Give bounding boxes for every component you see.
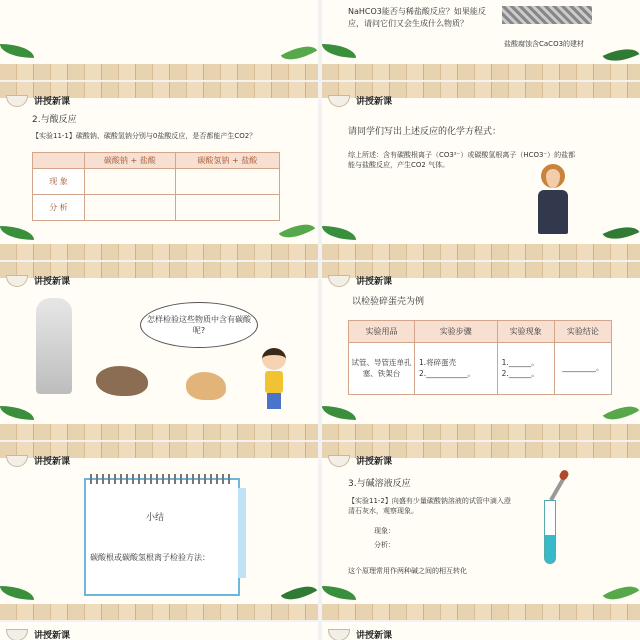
- leaf-decoration: [279, 216, 315, 245]
- table-header-cell: 碳酸氢钠 + 盐酸: [175, 153, 279, 169]
- teacher-illustration: [536, 164, 570, 236]
- section-heading: 2.与酸反应: [32, 115, 77, 125]
- bowl-icon: [6, 275, 28, 287]
- table-header-cell: 实验现象: [497, 321, 554, 343]
- experiment-text: 【实验11-1】碳酸钠、碳酸氢钠分别与0盐酸反应，是否都能产生CO2？: [32, 132, 257, 140]
- header-label: 讲授新课: [34, 97, 71, 107]
- slide-thumb-next-left[interactable]: [0, 622, 318, 640]
- bowl-icon: [328, 629, 350, 640]
- summary-body: 碳酸根或碳酸氢根离子检验方法：: [90, 553, 210, 562]
- slide-thumb-summary[interactable]: [0, 442, 318, 620]
- header-label: 讲授新课: [356, 97, 393, 107]
- table-row: [349, 343, 612, 395]
- slide-header: [6, 94, 70, 107]
- notebook-tab: [238, 488, 246, 578]
- bowl-icon: [328, 95, 350, 107]
- table-cell: [85, 169, 176, 195]
- slide-thumb-eggshell-test[interactable]: [322, 262, 640, 440]
- slide-thumb-equation[interactable]: [322, 82, 640, 260]
- summary-text: 综上所述：含有碳酸根离子（CO3²⁻）或碳酸氢根离子（HCO3⁻）的盐都能与盐酸反应，产生CO2 气体。: [348, 151, 576, 170]
- slide-header: [328, 454, 392, 467]
- header-label: 讲授新课: [356, 457, 393, 467]
- eggshell-test-table: [348, 320, 612, 395]
- wood-plank-border: [0, 244, 318, 260]
- analysis-label: 分析：: [374, 541, 395, 549]
- slide-header: [6, 628, 70, 640]
- seashell-image: [186, 372, 226, 400]
- wood-plank-border: [322, 64, 640, 80]
- table-cell: 1.将碎蛋壳 2.___________。: [415, 343, 498, 395]
- slide-thumb-acid-reaction[interactable]: [0, 82, 318, 260]
- phenomenon-label: 现象：: [374, 527, 395, 535]
- header-label: 讲授新课: [356, 277, 393, 287]
- test-tube-icon: [544, 500, 556, 564]
- spiral-rings: [90, 474, 234, 484]
- speech-bubble: 怎样检验这些物质中含有碳酸呢?: [140, 302, 258, 348]
- slide-header: [6, 454, 70, 467]
- acid-reaction-table: [32, 152, 280, 221]
- wood-plank-border: [322, 604, 640, 620]
- bowl-icon: [6, 455, 28, 467]
- image-caption: 盐酸腐蚀含CaCO3的建材: [504, 40, 585, 48]
- row-label: 分 析: [33, 195, 85, 221]
- notebook-card: [84, 478, 240, 596]
- table-cell: [175, 169, 279, 195]
- table-row: [33, 169, 280, 195]
- leaf-decoration: [322, 406, 356, 420]
- leaf-decoration: [0, 226, 34, 240]
- slide-thumb-nahco3-question[interactable]: [322, 0, 640, 80]
- table-header-cell: [33, 153, 85, 169]
- header-label: 讲授新课: [356, 631, 393, 640]
- table-header-cell: 实验步骤: [415, 321, 498, 343]
- experiment-text: 【实验11-2】向盛有少量碳酸钠溶液的试管中滴入澄清石灰水，观察现象。: [348, 497, 511, 516]
- summary-title: 小结: [146, 513, 165, 523]
- leaf-decoration: [322, 226, 356, 240]
- header-label: 讲授新课: [34, 457, 71, 467]
- slide-header: [328, 628, 392, 640]
- header-label: 讲授新课: [34, 631, 71, 640]
- slide-thumb-intro[interactable]: [0, 0, 318, 80]
- table-row: [33, 195, 280, 221]
- table-cell: 试管、导管连单孔塞、铁架台: [349, 343, 415, 395]
- limestone-image: [96, 366, 148, 396]
- principle-text: 这个原理常用作两种碱之间的相互转化: [348, 567, 467, 575]
- wood-plank-border: [0, 604, 318, 620]
- slide-header: [328, 274, 392, 287]
- leaf-decoration: [322, 586, 356, 600]
- slide-thumb-base-reaction[interactable]: [322, 442, 640, 620]
- wood-plank-border: [0, 424, 318, 440]
- leaf-decoration: [0, 586, 34, 600]
- wood-plank-border: [322, 424, 640, 440]
- section-heading: 3.与碱溶液反应: [348, 479, 411, 489]
- question-text: NaHCO3能否与稀盐酸反应？如果能反应，请问它们又会生成什么物质？: [348, 7, 486, 28]
- leaf-decoration: [0, 44, 34, 58]
- boy-illustration: [262, 348, 286, 412]
- bowl-icon: [6, 629, 28, 640]
- table-cell: 1.______。 2.______。: [497, 343, 554, 395]
- table-header-cell: 实验用品: [349, 321, 415, 343]
- prompt-text: 请同学们写出上述反应的化学方程式：: [348, 127, 502, 137]
- row-label: 现 象: [33, 169, 85, 195]
- bowl-icon: [328, 275, 350, 287]
- bowl-icon: [6, 95, 28, 107]
- corroded-wall-image: [502, 6, 592, 24]
- header-label: 讲授新课: [34, 277, 71, 287]
- wood-plank-border: [322, 244, 640, 260]
- leaf-decoration: [0, 406, 34, 420]
- bowl-icon: [328, 455, 350, 467]
- slide-thumb-next-right[interactable]: [322, 622, 640, 640]
- leaf-decoration: [603, 219, 640, 246]
- slide-title: 以检验碎蛋壳为例: [352, 297, 425, 307]
- marble-statue-image: [36, 298, 72, 394]
- table-header-cell: 实验结论: [554, 321, 611, 343]
- slide-thumb-carbonate-question[interactable]: [0, 262, 318, 440]
- leaf-decoration: [322, 44, 356, 58]
- table-cell: [175, 195, 279, 221]
- table-cell: _________。: [554, 343, 611, 395]
- slide-header: [6, 274, 70, 287]
- table-header-cell: 碳酸钠 + 盐酸: [85, 153, 176, 169]
- slide-header: [328, 94, 392, 107]
- wood-plank-border: [0, 64, 318, 80]
- table-cell: [85, 195, 176, 221]
